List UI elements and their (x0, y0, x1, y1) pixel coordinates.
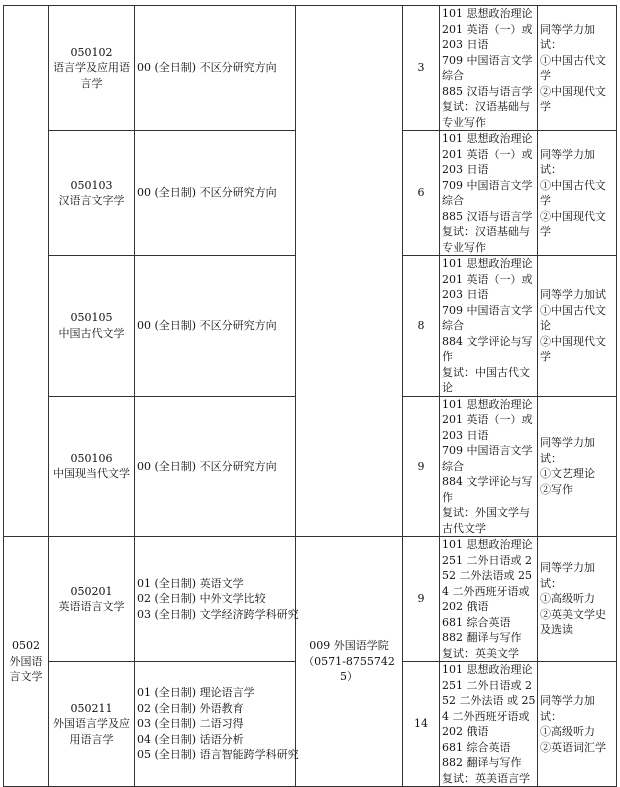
exam-subjects-cell (440, 6, 538, 131)
extra-item: ②中国现代文学 (540, 209, 606, 238)
exam-item: 681 综合英语 (442, 615, 511, 629)
exam-item: 201 英语（一）或 203 日语 (442, 413, 533, 442)
method-item: 00 (全日制) 不区分研究方向 (137, 61, 277, 75)
method-item: 03 (全日制) 文学经济跨学科研究 (137, 607, 299, 621)
exam-item: 101 思想政治理论 (442, 538, 533, 551)
extra-item: ②中国现代文学 (540, 334, 606, 363)
major-code: 050102 (70, 45, 113, 59)
major-name: 英语语言文学 (58, 600, 125, 613)
exam-item: 复试：汉语基础与专业写作 (442, 100, 530, 129)
exam-item: 709 中国语言文学综合 (442, 53, 533, 82)
major-cell (49, 6, 135, 131)
major-cell (49, 256, 135, 397)
method-item: 04 (全日制) 话语分析 (137, 732, 244, 746)
exam-subjects-cell (440, 396, 538, 537)
quota-cell: 6 (403, 131, 440, 256)
extra-item: ①文艺理论 (540, 467, 595, 481)
methods-cell (135, 256, 296, 397)
method-item: 05 (全日制) 语言智能跨学科研究 (137, 748, 299, 762)
exam-item: 885 汉语与语言学 (442, 84, 533, 98)
methods-cell (135, 662, 299, 787)
major-code: 050105 (70, 311, 113, 325)
extra-exam-cell (538, 256, 617, 397)
exam-item: 681 综合英语 (442, 740, 511, 754)
exam-subjects-cell (440, 256, 538, 397)
exam-item: 复试：中国古代文论 (442, 365, 530, 394)
exam-subjects-cell (440, 131, 538, 256)
exam-item: 201 英语（一）或 203 日语 (442, 147, 533, 176)
college-name: 009 外国语学院 (309, 639, 389, 653)
exam-item: 201 英语（一）或 203 日语 (442, 22, 533, 51)
quota-cell: 9 (403, 396, 440, 537)
exam-item: 201 英语（一）或 203 日语 (442, 272, 533, 301)
method-item: 00 (全日制) 不区分研究方向 (137, 319, 277, 332)
extra-item: 同等学力加试： (540, 694, 595, 723)
college-cell-empty (296, 6, 403, 537)
exam-item: 101 思想政治理论 (442, 663, 533, 676)
method-item: 00 (全日制) 不区分研究方向 (137, 186, 277, 200)
exam-item: 885 汉语与语言学 (442, 209, 533, 223)
method-item: 01 (全日制) 英语文学 (137, 576, 244, 590)
major-code: 050211 (70, 701, 113, 715)
exam-item: 251 二外日语或 252 二外法语或 254 二外西班牙语或 202 俄语 (442, 553, 532, 613)
exam-item: 882 翻译与写作 (442, 631, 522, 644)
major-cell (49, 537, 135, 662)
table-row (4, 537, 617, 662)
exam-item: 709 中国语言文学综合 (442, 303, 533, 332)
methods-cell (135, 131, 296, 256)
extra-item: ①中国古代文学 (540, 178, 606, 207)
exam-item: 884 文学评论与写作 (442, 475, 533, 504)
exam-item: 709 中国语言文学综合 (442, 444, 533, 473)
extra-item: 同等学力加试： (540, 147, 595, 176)
extra-item: ①中国古代文论 (540, 303, 606, 332)
major-code: 050106 (70, 451, 113, 465)
extra-exam-cell (538, 662, 617, 787)
exam-subjects-cell (440, 537, 538, 662)
major-name: 汉语言文字学 (58, 194, 125, 207)
extra-item: 同等学力加试： (540, 22, 595, 51)
discipline-cell (4, 537, 49, 787)
major-cell (49, 662, 135, 787)
exam-item: 复试：汉语基础与专业写作 (442, 225, 530, 254)
discipline-name: 外国语言文学 (9, 654, 43, 684)
major-code: 050201 (70, 584, 113, 598)
major-code: 050103 (70, 178, 113, 192)
exam-item: 101 思想政治理论 (442, 132, 533, 145)
extra-item: ②英美文学史及选读 (540, 607, 606, 637)
method-item: 01 (全日制) 理论语言学 (137, 686, 255, 700)
table-row (4, 6, 617, 131)
quota-cell: 8 (403, 256, 440, 397)
quota-cell: 3 (403, 6, 440, 131)
extra-item: ①中国古代文学 (540, 53, 606, 82)
exam-item: 复试：外国文学与古代文学 (442, 506, 530, 535)
method-item: 00 (全日制) 不区分研究方向 (137, 459, 277, 473)
exam-item: 709 中国语言文学综合 (442, 178, 533, 207)
exam-item: 复试：英美语言学 (442, 771, 530, 785)
major-name: 中国古代文学 (58, 326, 125, 340)
extra-item: ②中国现代文学 (540, 84, 606, 113)
methods-cell (135, 6, 296, 131)
exam-item: 复试：英美文学 (442, 646, 519, 660)
methods-cell (135, 537, 299, 662)
extra-exam-cell (538, 6, 617, 131)
methods-cell (135, 396, 296, 537)
college-phone: （0571-87557425） (303, 654, 395, 684)
admissions-table (3, 5, 617, 787)
exam-item: 882 翻译与写作 (442, 756, 522, 769)
major-name: 中国现当代文学 (53, 467, 130, 481)
extra-item: ②写作 (540, 482, 573, 496)
major-cell (49, 131, 135, 256)
major-cell (49, 396, 135, 537)
quota-cell: 14 (403, 662, 440, 787)
major-name: 外国语言学及应用语言学 (53, 717, 130, 746)
exam-item: 101 思想政治理论 (442, 257, 533, 270)
extra-item: 同等学力加试： (540, 561, 595, 590)
exam-item: 251 二外日语或 252 二外法语 或 254 二外西班牙语或 202 俄语 (442, 678, 536, 738)
extra-exam-cell (538, 131, 617, 256)
discipline-cell-empty (4, 6, 49, 537)
method-item: 03 (全日制) 二语习得 (137, 717, 244, 731)
extra-item: ②英语词汇学 (540, 740, 606, 754)
extra-item: ①高级听力 (540, 725, 595, 738)
exam-subjects-cell (440, 662, 538, 787)
extra-item: ①高级听力 (540, 592, 595, 606)
discipline-code: 0502 (12, 639, 40, 653)
extra-item: 同等学力加试： (540, 436, 595, 465)
college-cell (296, 537, 403, 787)
quota-cell: 9 (403, 537, 440, 662)
method-item: 02 (全日制) 中外文学比较 (137, 592, 266, 606)
major-name: 语言学及应用语言学 (53, 61, 130, 90)
extra-exam-cell (538, 537, 617, 662)
exam-item: 101 思想政治理论 (442, 7, 533, 20)
method-item: 02 (全日制) 外语教育 (137, 701, 244, 715)
exam-item: 884 文学评论与写作 (442, 334, 533, 363)
extra-item: 同等学力加试 (540, 288, 606, 301)
exam-item: 101 思想政治理论 (442, 397, 533, 411)
extra-exam-cell (538, 396, 617, 537)
